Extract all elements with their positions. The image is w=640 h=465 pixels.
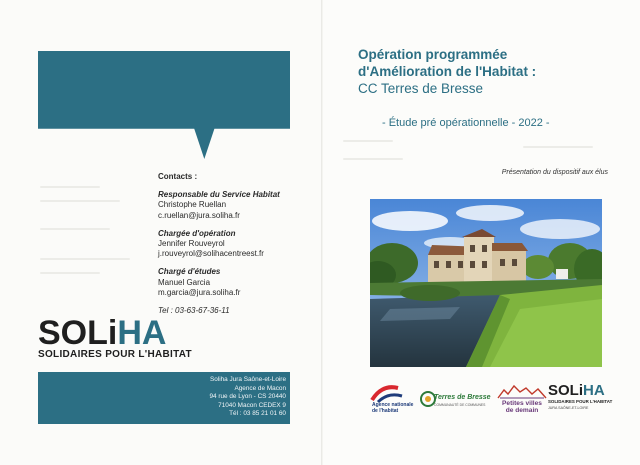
- contact-email[interactable]: c.ruellan@jura.soliha.fr: [158, 210, 240, 220]
- town-skyline-icon: [494, 380, 550, 400]
- contact-email[interactable]: m.garcia@jura.soliha.fr: [158, 287, 241, 297]
- anah-label: Agence nationale de l'habitat: [372, 402, 414, 414]
- soliha-small-tagline: SOLIDAIRES POUR L'HABITAT: [548, 399, 613, 404]
- soliha-logo: [38, 314, 166, 353]
- contact-name: Christophe Ruellan: [158, 200, 227, 210]
- presentation-caption: Présentation du dispositif aux élus: [501, 169, 608, 176]
- anah-mark-icon: [368, 382, 408, 404]
- title-line-2: d'Amélioration de l'Habitat :: [358, 64, 537, 79]
- contact-entry: [158, 267, 308, 298]
- soliha-small-main: SOLi: [548, 382, 584, 399]
- contact-phone: Tel : 03-63-67-36-11: [158, 306, 230, 316]
- terres-sub-label: COMMUNAUTÉ DE COMMUNES: [434, 403, 486, 407]
- villes-line-1: Petites villes: [502, 400, 542, 407]
- terres-label: Terres de Bresse: [434, 394, 491, 401]
- agency-city: 71040 Macon CEDEX 9: [218, 401, 286, 409]
- agency-branch: Agence de Macon: [234, 384, 286, 392]
- contact-entry: [158, 190, 308, 221]
- soliha-small-accent: HA: [583, 382, 605, 399]
- agency-street: 94 rue de Lyon - CS 20440: [209, 393, 286, 401]
- agency-name: Soliha Jura Saône-et-Loire: [209, 376, 286, 383]
- contact-entry: [158, 229, 308, 260]
- cover-photo: [370, 199, 602, 367]
- logo-main: SOLi: [38, 314, 118, 352]
- contacts-label: Contacts :: [158, 172, 198, 181]
- contact-role: Chargé d'études: [158, 267, 221, 277]
- contact-name: Manuel Garcia: [158, 277, 211, 287]
- mill-landscape-image: [370, 199, 602, 367]
- top-banner: [38, 51, 290, 159]
- document-title: [358, 46, 618, 80]
- soliha-small-wordmark: [548, 382, 605, 399]
- soliha-small-region: JURA SAÔNE-ET-LOIRE: [548, 406, 589, 410]
- address-text: [209, 376, 286, 419]
- contact-role: Responsable du Service Habitat: [158, 190, 280, 200]
- title-line-1: Opération programmée: [358, 47, 508, 62]
- anah-logo: [368, 382, 414, 414]
- contact-email[interactable]: j.rouveyrol@solihacentreest.fr: [158, 249, 264, 259]
- petites-villes-label: [494, 400, 550, 414]
- document-subtitle: CC Terres de Bresse: [358, 81, 484, 96]
- contacts-block: [158, 172, 308, 316]
- address-box: [38, 372, 290, 424]
- contact-name: Jennifer Rouveyrol: [158, 239, 225, 249]
- logo-accent: HA: [117, 314, 167, 352]
- study-label: - Étude pré opérationnelle - 2022 -: [382, 117, 550, 129]
- contact-role: Chargée d'opération: [158, 228, 236, 238]
- petites-villes-logo: [494, 380, 550, 414]
- partner-logos: [368, 380, 618, 424]
- villes-line-2: de demain: [505, 407, 539, 414]
- logo-tagline: SOLIDAIRES POUR L'HABITAT: [38, 349, 192, 360]
- agency-phone: Tél : 03 85 21 01 60: [229, 410, 286, 418]
